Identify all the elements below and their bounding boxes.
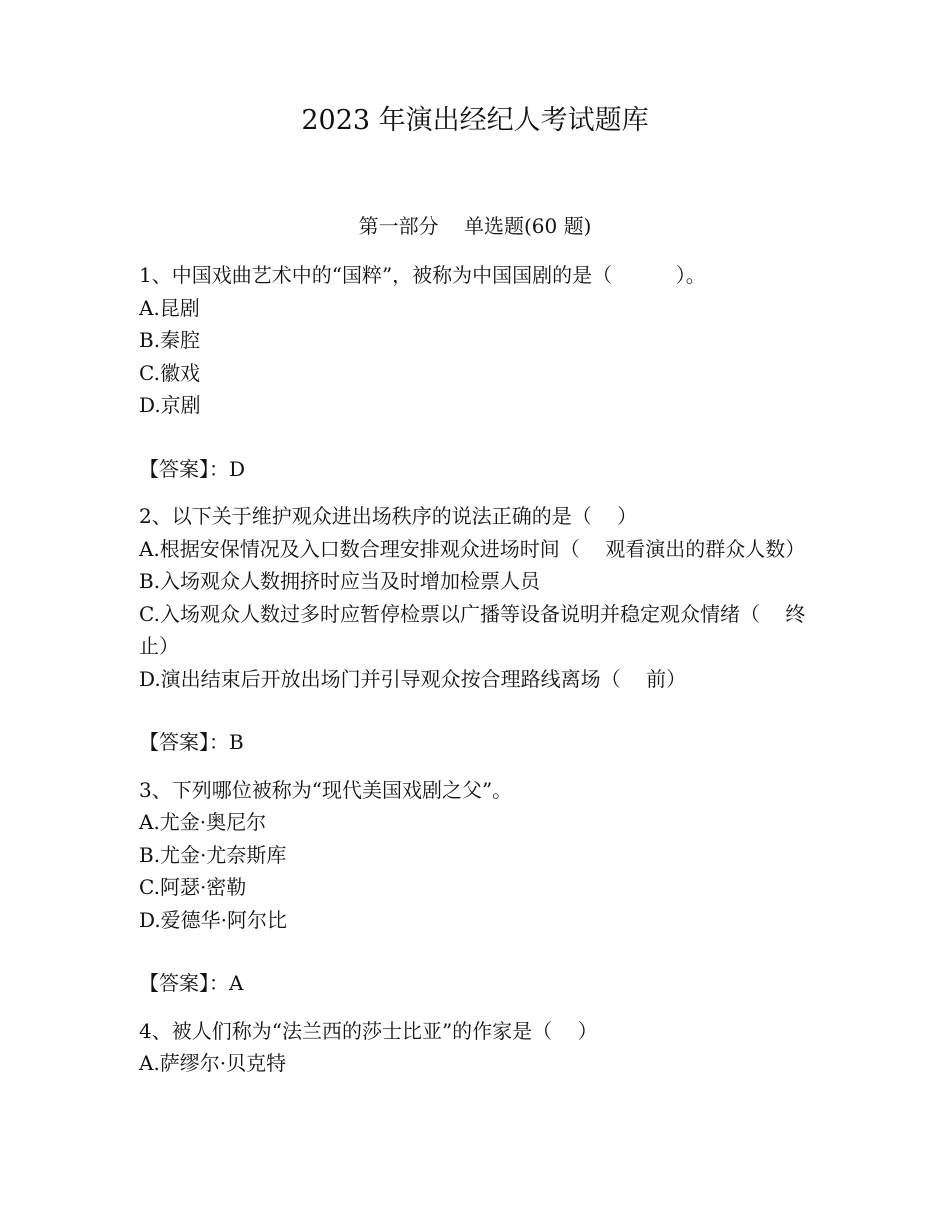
document-title: 2023 年演出经纪人考试题库: [301, 105, 649, 136]
option-list: [139, 292, 819, 422]
question-stem: 4、被人们称为“法兰西的莎士比亚”的作家是（ ）: [139, 1018, 598, 1043]
option-list: [139, 533, 819, 696]
option-d: D.爱德华·阿尔比: [139, 907, 288, 932]
option-list: [139, 1047, 819, 1080]
option-a: A.尤金·奥尼尔: [139, 810, 267, 834]
option-d: D.演出结束后开放出场门并引导观众按合理路线离场（ 前）: [139, 666, 687, 691]
answer-value: D: [229, 456, 246, 481]
option-d: D.京剧: [139, 393, 201, 417]
answer-line: [139, 453, 819, 486]
question-block: [139, 774, 819, 1000]
option-c: C.徽戏: [139, 360, 200, 385]
option-c: C.阿瑟·密勒: [139, 875, 247, 899]
option-c: C.入场观众人数过多时应暂停检票以广播等设备说明并稳定观众情绪（ 终止）: [139, 601, 806, 658]
option-list: [139, 806, 819, 936]
section-title: 第一部分 单选题(60 题): [358, 214, 592, 238]
answer-value: B: [229, 730, 244, 754]
question-stem: 2、以下关于维护观众进出场秩序的说法正确的是（ ）: [139, 504, 638, 528]
answer-line: [139, 967, 819, 1000]
question-stem: 1、中国戏曲艺术中的“国粹”，被称为中国国剧的是（ ）。: [139, 263, 706, 287]
option-a: A.根据安保情况及入口数合理安排观众进场时间（ 观看演出的群众人数）: [139, 536, 806, 561]
answer-value: A: [229, 971, 244, 995]
answer-label: 【答案】：: [139, 971, 229, 995]
option-b: B.秦腔: [139, 328, 201, 352]
answer-line: [139, 726, 819, 759]
option-b: B.入场观众人数拥挤时应当及时增加检票人员: [139, 569, 541, 593]
question-block: [139, 500, 819, 759]
option-a: A.萨缪尔·贝克特: [139, 1051, 287, 1075]
question-block: [139, 259, 819, 485]
answer-label: 【答案】：: [139, 456, 229, 481]
answer-label: 【答案】：: [139, 730, 229, 754]
question-block: [139, 1015, 819, 1080]
question-stem: 3、下列哪位被称为“现代美国戏剧之父”。: [139, 777, 513, 802]
question-list: [139, 259, 819, 1080]
option-b: B.尤金·尤奈斯库: [139, 842, 287, 867]
option-a: A.昆剧: [139, 295, 200, 320]
